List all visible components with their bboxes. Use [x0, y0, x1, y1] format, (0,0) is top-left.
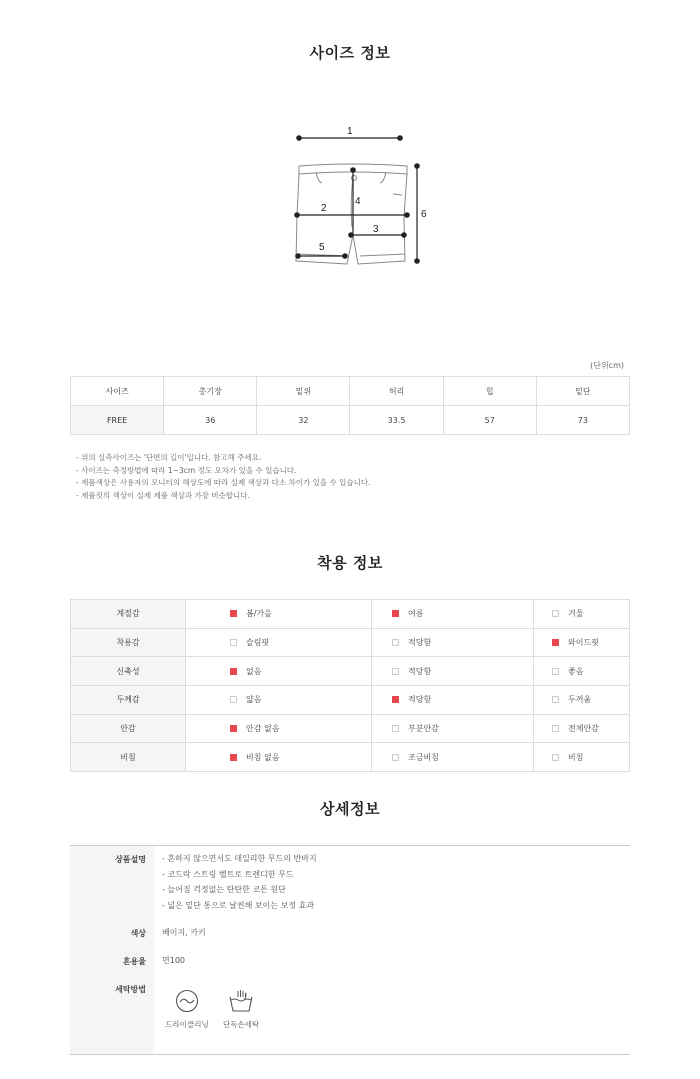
size-info-title: 사이즈 정보 — [309, 44, 391, 62]
fit-option-label: 슬림핏 — [246, 638, 270, 648]
checked-box-icon — [230, 754, 237, 761]
unchecked-box-icon — [230, 639, 237, 646]
fit-option — [372, 686, 534, 715]
checked-box-icon — [392, 610, 399, 617]
fit-row — [71, 628, 630, 657]
diagram-label-5: 5 — [319, 242, 325, 253]
fit-row-label: 착용감 — [71, 628, 186, 657]
note-item: - 사이즈는 측정방법에 따라 1~3cm 정도 오차가 있을 수 있습니다. — [76, 465, 297, 475]
size-table-header — [71, 377, 630, 406]
hand-wash-icon — [227, 988, 255, 1014]
fit-option — [372, 657, 534, 686]
fit-option — [186, 657, 372, 686]
unchecked-box-icon — [392, 754, 399, 761]
size-header-cell: 허리 — [350, 377, 443, 406]
diagram-label-6: 6 — [421, 209, 427, 220]
desc-list — [162, 851, 317, 913]
size-cell: 32 — [257, 406, 350, 435]
fit-row — [71, 743, 630, 772]
blend-value: 면100 — [162, 956, 185, 965]
fit-option-label: 얇음 — [246, 695, 262, 705]
checked-box-icon — [230, 725, 237, 732]
diagram-label-2: 2 — [321, 203, 327, 214]
checked-box-icon — [230, 610, 237, 617]
checked-box-icon — [552, 639, 559, 646]
fit-option — [372, 714, 534, 743]
fit-row — [71, 657, 630, 686]
unchecked-box-icon — [552, 725, 559, 732]
fit-option — [534, 743, 630, 772]
fit-option-label: 안감 없음 — [246, 724, 280, 734]
fit-option — [186, 714, 372, 743]
unchecked-box-icon — [392, 725, 399, 732]
fit-option — [372, 600, 534, 629]
size-cell: 57 — [443, 406, 536, 435]
unit-label: (단위cm) — [590, 361, 624, 370]
fit-option-label: 전체안감 — [568, 724, 599, 734]
fit-table — [70, 599, 630, 772]
fit-option-label: 봄/가을 — [246, 609, 272, 619]
note-item: - 제품색상은 사용자의 모니터의 해상도에 따라 실제 색상과 다소 차이가 있을 수 있습니다. — [76, 478, 371, 487]
fit-row-label: 비침 — [71, 743, 186, 772]
desc-line: - 흔하지 않으면서도 데일리한 무드의 반바지 — [162, 854, 317, 863]
fit-option — [534, 714, 630, 743]
fit-option-label: 두꺼움 — [568, 695, 592, 705]
fit-option-label: 비침 없음 — [246, 752, 280, 762]
checked-box-icon — [230, 668, 237, 675]
diagram-label-1: 1 — [347, 126, 353, 137]
desc-line: - 코드락 스트링 벨트로 트렌디한 무드 — [162, 869, 294, 879]
fit-option-label: 겨울 — [568, 609, 584, 619]
fit-option-label: 부분안감 — [408, 724, 439, 734]
unchecked-box-icon — [552, 610, 559, 617]
size-table — [70, 376, 630, 435]
diagram-label-4: 4 — [355, 196, 361, 207]
size-header-cell: 힙 — [443, 377, 536, 406]
note-item: - 위의 실측사이즈는 '단면의 길이'입니다. 참고해 주세요. — [76, 453, 262, 462]
size-header-cell: 밑단 — [536, 377, 629, 406]
fit-option — [186, 743, 372, 772]
size-cell: 33.5 — [350, 406, 443, 435]
diagram-label-3: 3 — [373, 224, 379, 235]
note-item: - 제품컷의 색상이 실제 제품 색상과 가장 비슷합니다. — [76, 490, 250, 500]
fit-row-label: 안감 — [71, 714, 186, 743]
detail-label-column — [70, 846, 154, 1054]
fit-option-label: 여름 — [408, 609, 424, 619]
blend-label: 혼용율 — [122, 957, 146, 966]
unchecked-box-icon — [392, 639, 399, 646]
desc-line: - 넓은 밑단 통으로 날씬해 보이는 보정 효과 — [162, 900, 315, 910]
fit-option-label: 비침 — [568, 752, 584, 762]
fit-row — [71, 714, 630, 743]
fit-option-label: 적당함 — [408, 666, 432, 676]
fit-info-title: 착용 정보 — [317, 554, 383, 572]
size-header-cell: 사이즈 — [71, 377, 164, 406]
unchecked-box-icon — [392, 668, 399, 675]
unchecked-box-icon — [552, 754, 559, 761]
care-label: 단독손세탁 — [222, 1020, 260, 1029]
fit-option — [186, 628, 372, 657]
fit-option — [534, 628, 630, 657]
fit-option — [534, 600, 630, 629]
detail-info-title: 상세정보 — [320, 800, 380, 818]
size-header-cell: 밑위 — [257, 377, 350, 406]
fit-row-label: 두께감 — [71, 686, 186, 715]
fit-option-label: 조금비침 — [408, 752, 439, 762]
fit-option-label: 좋음 — [568, 666, 584, 676]
fit-option — [186, 686, 372, 715]
care-dry-clean — [164, 988, 210, 1030]
fit-row-label: 계절감 — [71, 600, 186, 629]
fit-row — [71, 600, 630, 629]
unchecked-box-icon — [230, 696, 237, 703]
size-cell: 73 — [536, 406, 629, 435]
fit-option — [534, 657, 630, 686]
fit-row-label: 신축성 — [71, 657, 186, 686]
fit-option — [186, 600, 372, 629]
size-cell: 36 — [164, 406, 257, 435]
fit-option — [372, 628, 534, 657]
care-label: 드라이클리닝 — [165, 1020, 209, 1029]
desc-label: 상품설명 — [115, 855, 146, 864]
fit-option-label: 와이드핏 — [568, 638, 599, 648]
fit-option — [534, 686, 630, 715]
fit-option — [372, 743, 534, 772]
care-hand-wash — [218, 988, 264, 1030]
size-header-cell: 총기장 — [164, 377, 257, 406]
wash-label: 세탁방법 — [115, 985, 146, 994]
size-notes — [76, 452, 371, 502]
fit-option-label: 없음 — [246, 666, 262, 676]
detail-table — [70, 845, 630, 1055]
checked-box-icon — [392, 696, 399, 703]
table-row — [71, 406, 630, 435]
desc-line: - 늘어짐 걱정없는 탄탄한 코튼 원단 — [162, 885, 286, 894]
unchecked-box-icon — [552, 668, 559, 675]
dry-clean-icon — [174, 988, 200, 1014]
fit-row — [71, 686, 630, 715]
fit-option-label: 적당함 — [408, 695, 432, 705]
color-label: 색상 — [130, 929, 146, 938]
unchecked-box-icon — [552, 696, 559, 703]
color-value: 베이지, 카키 — [162, 928, 206, 937]
fit-option-label: 적당함 — [408, 638, 432, 648]
size-cell: FREE — [71, 406, 164, 435]
shorts-measurement-diagram — [280, 125, 430, 275]
